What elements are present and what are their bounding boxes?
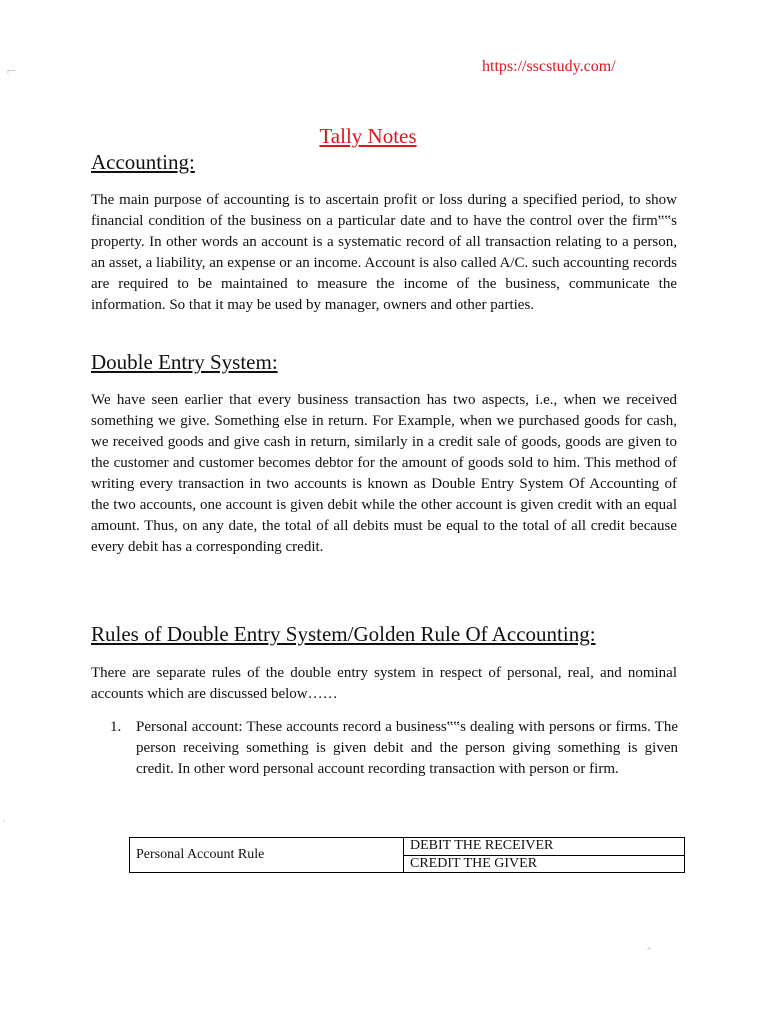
page-title: Tally Notes: [319, 124, 417, 148]
rule-credit-cell: CREDIT THE GIVER: [404, 855, 685, 873]
list-item-number: 1.: [110, 719, 122, 735]
accounting-heading: Accounting:: [91, 150, 195, 174]
golden-rules-heading: Rules of Double Entry System/Golden Rule Of Accounting:: [91, 622, 596, 646]
rule-debit-cell: DEBIT THE RECEIVER: [404, 838, 685, 856]
rule-label-cell: Personal Account Rule: [130, 838, 404, 873]
golden-rules-intro: There are separate rules of the double entry system in respect of personal, real, and nominal accounts which are discussed below……: [91, 665, 677, 702]
scan-speck-decoration: ˄: [646, 946, 652, 960]
scan-speck-decoration: ⌐: [6, 64, 17, 78]
accounting-paragraph: The main purpose of accounting is to ascertain profit or loss during a specified period, to show financial condition of the business on a particular date and to have the control over the firm‟‟s property. In other words an account is a systematic record of all transaction relating to a person, an asset, a liability, an expense or an income. Account is also called A/C. such accounting records are required to be maintained to measure the income of the business, communicate the information. So that it may be used by manager, owners and other parties.: [91, 192, 677, 313]
personal-account-rule-table: [129, 837, 685, 873]
source-url-link[interactable]: https://sscstudy.com/: [482, 58, 616, 75]
double-entry-paragraph: We have seen earlier that every business transaction has two aspects, i.e., when we received something we give. Something else in return. For Example, when we purchased goods for cash, we received goods and give cash in return, similarly in a credit sale of goods, goods are given to the customer and customer becomes debtor for the amount of goods sold to him. This method of writing every transaction in two accounts is known as Double Entry System Of Accounting of the two accounts, one account is given debit while the other account is given credit with an equal amount. Thus, on any date, the total of all debits must be equal to the total of all credit because every debit has a corresponding credit.: [91, 392, 677, 555]
scan-speck-decoration: ·: [2, 814, 6, 828]
table-row: [130, 838, 685, 856]
double-entry-heading: Double Entry System:: [91, 350, 278, 374]
list-item-personal-account: Personal account: These accounts record a business‟‟s dealing with persons or firms. The person receiving something is given debit and the person giving something is given credit. In other word personal account recording transaction with person or firm.: [136, 719, 678, 777]
